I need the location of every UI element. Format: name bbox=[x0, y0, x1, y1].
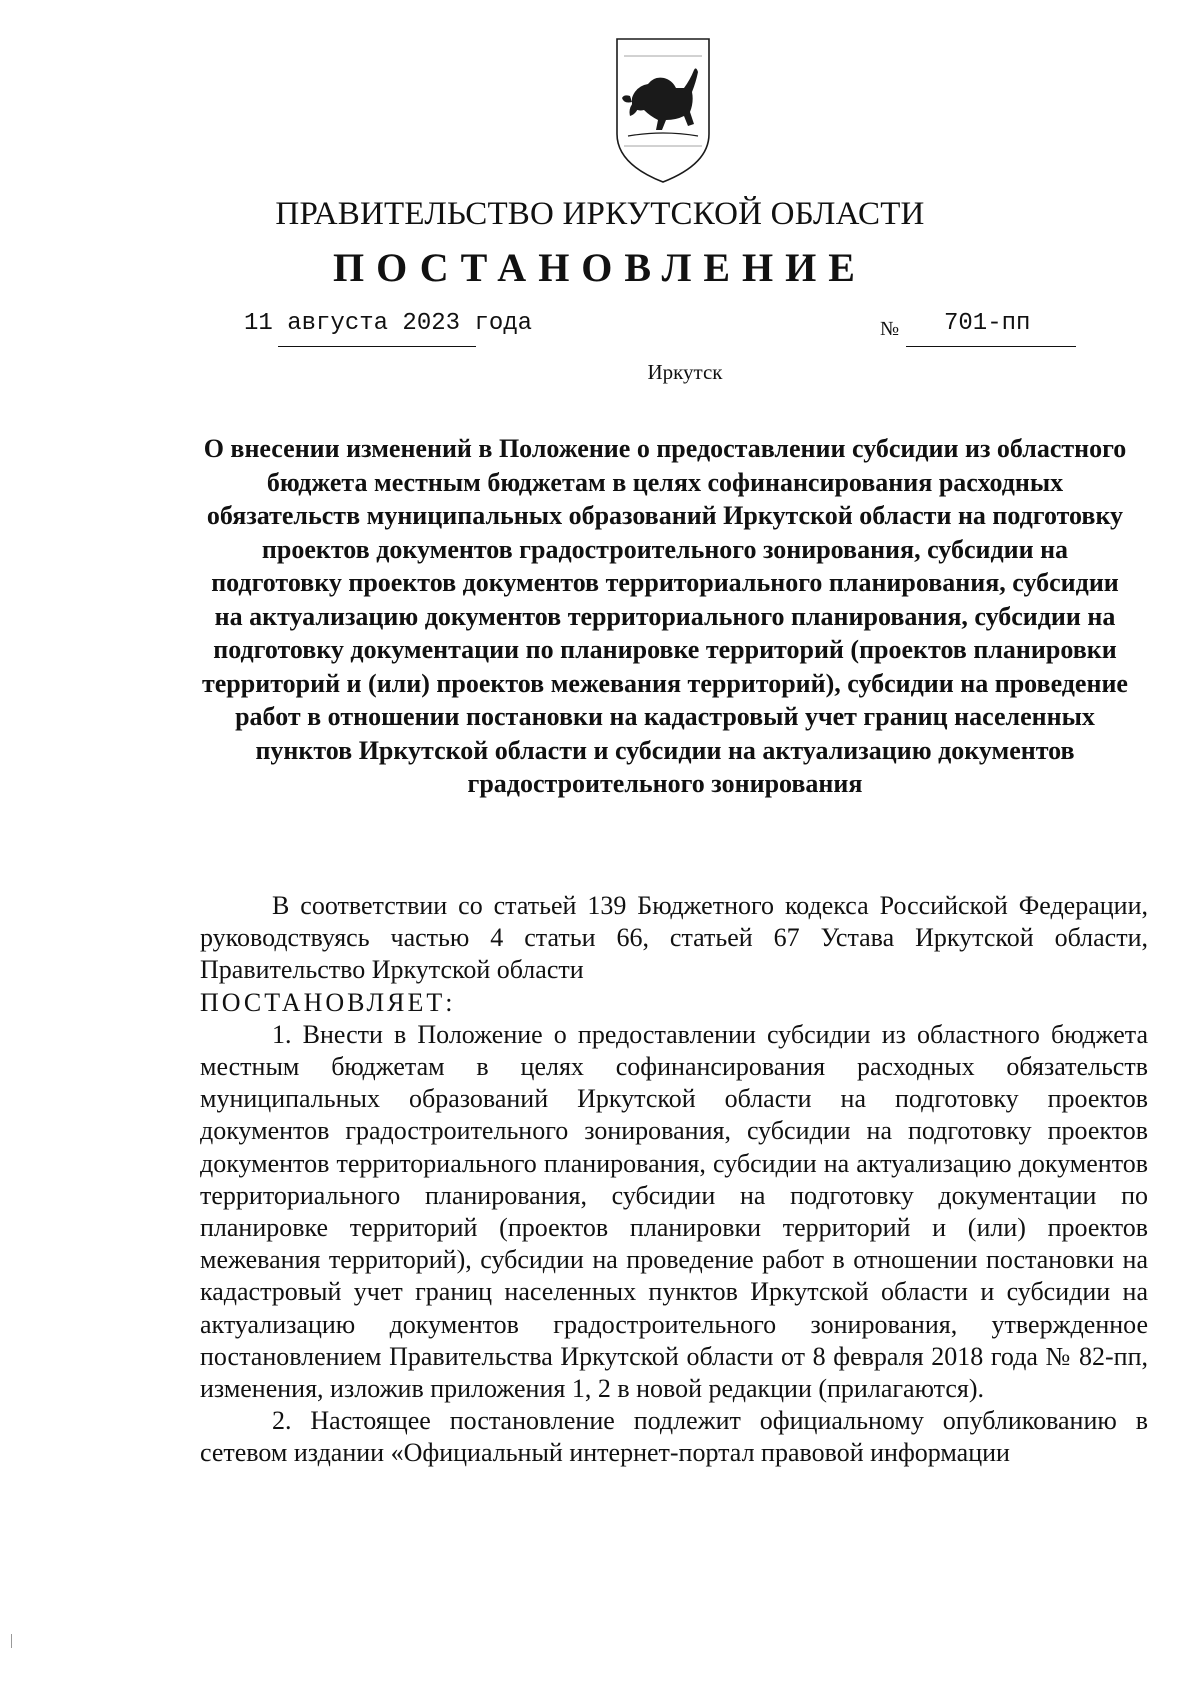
number-underline bbox=[906, 346, 1076, 347]
document-type: ПОСТАНОВЛЕНИЕ bbox=[333, 245, 867, 290]
document-body bbox=[200, 890, 1148, 1470]
scan-edge-mark bbox=[11, 1634, 12, 1648]
coat-of-arms-icon bbox=[614, 36, 712, 186]
government-name: ПРАВИТЕЛЬСТВО ИРКУТСКОЙ ОБЛАСТИ bbox=[275, 196, 925, 232]
number-sign: № bbox=[880, 318, 900, 340]
document-title: О внесении изменений в Положение о предоставлении субсидии из областного бюджета местным бюджетам в целях софинансирования расходных обязательств муниципальных образований Иркутской области на подготовку проектов документов градостроительного зонирования, субсидии на подготовку проектов документов территориального планирования, субсидии на актуализацию документов территориального планирования, субсидии на подготовку документации по планировке территорий (проектов планировки территорий и (или) проектов межевания территорий), субсидии на проведение работ в отношении постановки на кадастровый учет границ населенных пунктов Иркутской области и субсидии на актуализацию документов градостроительного зонирования bbox=[202, 434, 1128, 798]
document-date: 11 августа 2023 года bbox=[244, 310, 533, 337]
preamble-paragraph: В соответствии со статьей 139 Бюджетного кодекса Российской Федерации, руководствуясь частью 4 статьи 66, статьей 67 Устава Иркутской области, Правительство Иркутской области bbox=[200, 891, 1148, 985]
decree-word: ПОСТАНОВЛЯЕТ: bbox=[200, 987, 456, 1017]
document-city: Иркутск bbox=[647, 360, 723, 384]
item-1-paragraph: 1. Внести в Положение о предоставлении субсидии из областного бюджета местным бюджетам в целях софинансирования расходных обязательств муниципальных образований Иркутской области на подготовку проектов документов градостроительного зонирования, субсидии на подготовку проектов документов территориального планирования, субсидии на актуализацию документов территориального планирования, субсидии на подготовку документации по планировке территорий (проектов планировки территорий и (или) проектов межевания территорий), субсидии на проведение работ в отношении постановки на кадастровый учет границ населенных пунктов Иркутской области и субсидии на актуализацию документов градостроительного зонирования, утвержденное постановлением Правительства Иркутской области от 8 февраля 2018 года № 82-пп, изменения, изложив приложения 1, 2 в новой редакции (прилагаются). bbox=[200, 1019, 1148, 1404]
item-2-paragraph: 2. Настоящее постановление подлежит официальному опубликованию в сетевом издании «Официальный интернет-портал правовой информации bbox=[200, 1406, 1148, 1468]
date-underline bbox=[278, 346, 476, 347]
document-number: 701-пп bbox=[944, 310, 1031, 337]
